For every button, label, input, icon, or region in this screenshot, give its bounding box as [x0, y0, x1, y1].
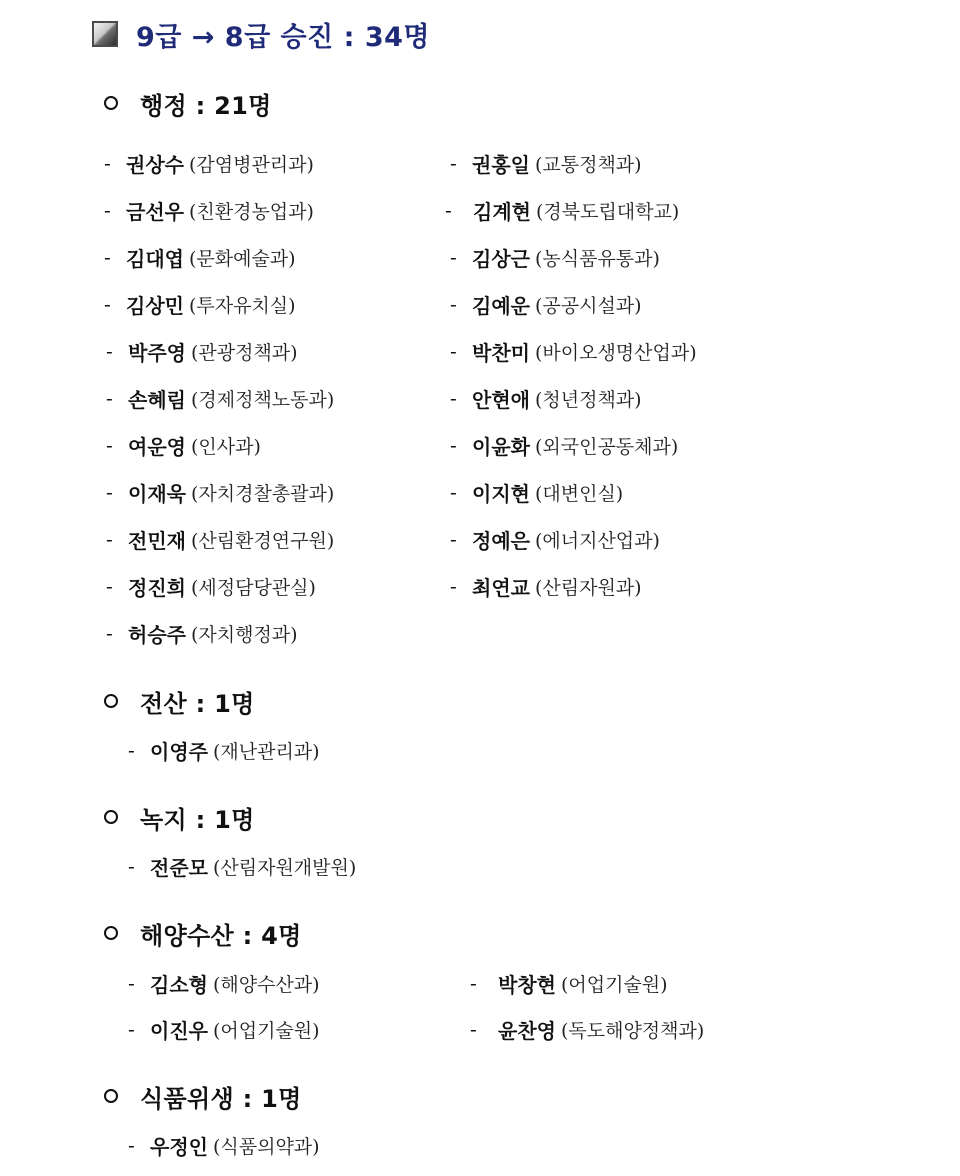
- person-name: 우정인: [150, 1134, 208, 1159]
- person-name: 허승주: [128, 622, 186, 647]
- person-name: 박주영: [128, 340, 186, 365]
- dash-mark: -: [450, 386, 457, 410]
- department-name: (식품의약과): [212, 1135, 320, 1158]
- dash-mark: -: [450, 339, 457, 363]
- section-heading-text: 행정 : 21명: [140, 91, 272, 120]
- person-name: 김상근: [472, 246, 530, 271]
- department-name: (세정담당관실): [190, 576, 316, 599]
- person-name: 정예은: [472, 528, 530, 553]
- section-heading-food-hygiene: [104, 1079, 302, 1113]
- list-item: [106, 477, 334, 507]
- person-name: 최연교: [472, 575, 530, 600]
- dash-mark: -: [128, 1017, 135, 1041]
- list-item: [445, 195, 679, 225]
- dash-mark: -: [104, 151, 111, 175]
- list-item: [450, 477, 623, 507]
- department-name: (청년정책과): [534, 388, 642, 411]
- dash-mark: -: [450, 480, 457, 504]
- department-name: (재난관리과): [212, 740, 320, 763]
- person-name: 김대엽: [126, 246, 184, 271]
- section-heading-text: 녹지 : 1명: [140, 805, 255, 834]
- department-name: (독도해양정책과): [560, 1019, 705, 1042]
- department-name: (에너지산업과): [534, 529, 660, 552]
- person-name: 이지현: [472, 481, 530, 506]
- dash-mark: -: [450, 245, 457, 269]
- list-item: [104, 195, 314, 225]
- person-name: 김예운: [472, 293, 530, 318]
- circle-bullet-icon: [104, 96, 118, 110]
- circle-bullet-icon: [104, 926, 118, 940]
- list-item: [106, 383, 334, 413]
- department-name: (자치행정과): [190, 623, 298, 646]
- list-item: [450, 148, 642, 178]
- list-item: [106, 336, 298, 366]
- section-heading-fisheries: [104, 916, 302, 950]
- person-name: 김계현: [473, 199, 531, 224]
- department-name: (인사과): [190, 435, 261, 458]
- square-bullet-icon: [92, 21, 118, 47]
- dash-mark: -: [470, 971, 477, 995]
- person-name: 금선우: [126, 199, 184, 224]
- list-item: [128, 1014, 320, 1044]
- department-name: (해양수산과): [212, 973, 320, 996]
- person-name: 이진우: [150, 1018, 208, 1043]
- list-item: [128, 968, 320, 998]
- list-item: [106, 571, 316, 601]
- person-name: 박찬미: [472, 340, 530, 365]
- circle-bullet-icon: [104, 810, 118, 824]
- dash-mark: -: [450, 292, 457, 316]
- department-name: (경북도립대학교): [535, 200, 680, 223]
- department-name: (어업기술원): [212, 1019, 320, 1042]
- dash-mark: -: [104, 245, 111, 269]
- person-name: 여운영: [128, 434, 186, 459]
- person-name: 권상수: [126, 152, 184, 177]
- person-name: 전준모: [150, 855, 208, 880]
- department-name: (공공시설과): [534, 294, 642, 317]
- department-name: (자치경찰총괄과): [190, 482, 335, 505]
- dash-mark: -: [104, 198, 111, 222]
- page-title-text: 9급 → 8급 승진 : 34명: [136, 21, 430, 53]
- list-item: [450, 571, 642, 601]
- list-item: [128, 735, 320, 765]
- section-heading-admin: [104, 86, 272, 120]
- department-name: (농식품유통과): [534, 247, 660, 270]
- page-title: [92, 14, 430, 54]
- dash-mark: -: [128, 971, 135, 995]
- section-heading-text: 식품위생 : 1명: [140, 1084, 302, 1113]
- person-name: 이윤화: [472, 434, 530, 459]
- dash-mark: -: [106, 621, 113, 645]
- list-item: [470, 968, 668, 998]
- dash-mark: -: [450, 433, 457, 457]
- list-item: [450, 383, 642, 413]
- dash-mark: -: [106, 574, 113, 598]
- dash-mark: -: [450, 527, 457, 551]
- list-item: [450, 430, 678, 460]
- list-item: [450, 289, 642, 319]
- dash-mark: -: [106, 386, 113, 410]
- circle-bullet-icon: [104, 694, 118, 708]
- dash-mark: -: [106, 433, 113, 457]
- dash-mark: -: [450, 574, 457, 598]
- person-name: 손혜림: [128, 387, 186, 412]
- dash-mark: -: [104, 292, 111, 316]
- list-item: [128, 1130, 320, 1160]
- person-name: 전민재: [128, 528, 186, 553]
- department-name: (대변인실): [534, 482, 624, 505]
- list-item: [104, 148, 314, 178]
- dash-mark: -: [106, 339, 113, 363]
- list-item: [104, 242, 296, 272]
- department-name: (문화예술과): [188, 247, 296, 270]
- person-name: 이영주: [150, 739, 208, 764]
- circle-bullet-icon: [104, 1089, 118, 1103]
- person-name: 김소형: [150, 972, 208, 997]
- section-heading-text: 전산 : 1명: [140, 689, 255, 718]
- person-name: 김상민: [126, 293, 184, 318]
- dash-mark: -: [128, 854, 135, 878]
- dash-mark: -: [470, 1017, 477, 1041]
- list-item: [106, 430, 261, 460]
- department-name: (외국인공동체과): [534, 435, 679, 458]
- department-name: (감염병관리과): [188, 153, 314, 176]
- person-name: 박창현: [498, 972, 556, 997]
- person-name: 윤찬영: [498, 1018, 556, 1043]
- department-name: (친환경농업과): [188, 200, 314, 223]
- department-name: (투자유치실): [188, 294, 296, 317]
- person-name: 이재욱: [128, 481, 186, 506]
- person-name: 안현애: [472, 387, 530, 412]
- list-item: [450, 242, 660, 272]
- person-name: 권홍일: [472, 152, 530, 177]
- dash-mark: -: [450, 151, 457, 175]
- section-heading-greenery: [104, 800, 255, 834]
- list-item: [104, 289, 296, 319]
- section-heading-computing: [104, 684, 255, 718]
- department-name: (교통정책과): [534, 153, 642, 176]
- list-item: [106, 618, 298, 648]
- dash-mark: -: [128, 1133, 135, 1157]
- person-name: 정진희: [128, 575, 186, 600]
- department-name: (산림자원과): [534, 576, 642, 599]
- department-name: (산림자원개발원): [212, 856, 357, 879]
- dash-mark: -: [106, 480, 113, 504]
- department-name: (관광정책과): [190, 341, 298, 364]
- department-name: (바이오생명산업과): [534, 341, 697, 364]
- dash-mark: -: [106, 527, 113, 551]
- department-name: (경제정책노동과): [190, 388, 335, 411]
- dash-mark: -: [128, 738, 135, 762]
- section-heading-text: 해양수산 : 4명: [140, 921, 302, 950]
- department-name: (산림환경연구원): [190, 529, 335, 552]
- list-item: [470, 1014, 704, 1044]
- list-item: [450, 524, 660, 554]
- list-item: [450, 336, 697, 366]
- department-name: (어업기술원): [560, 973, 668, 996]
- list-item: [128, 851, 356, 881]
- list-item: [106, 524, 334, 554]
- dash-mark: -: [445, 198, 452, 222]
